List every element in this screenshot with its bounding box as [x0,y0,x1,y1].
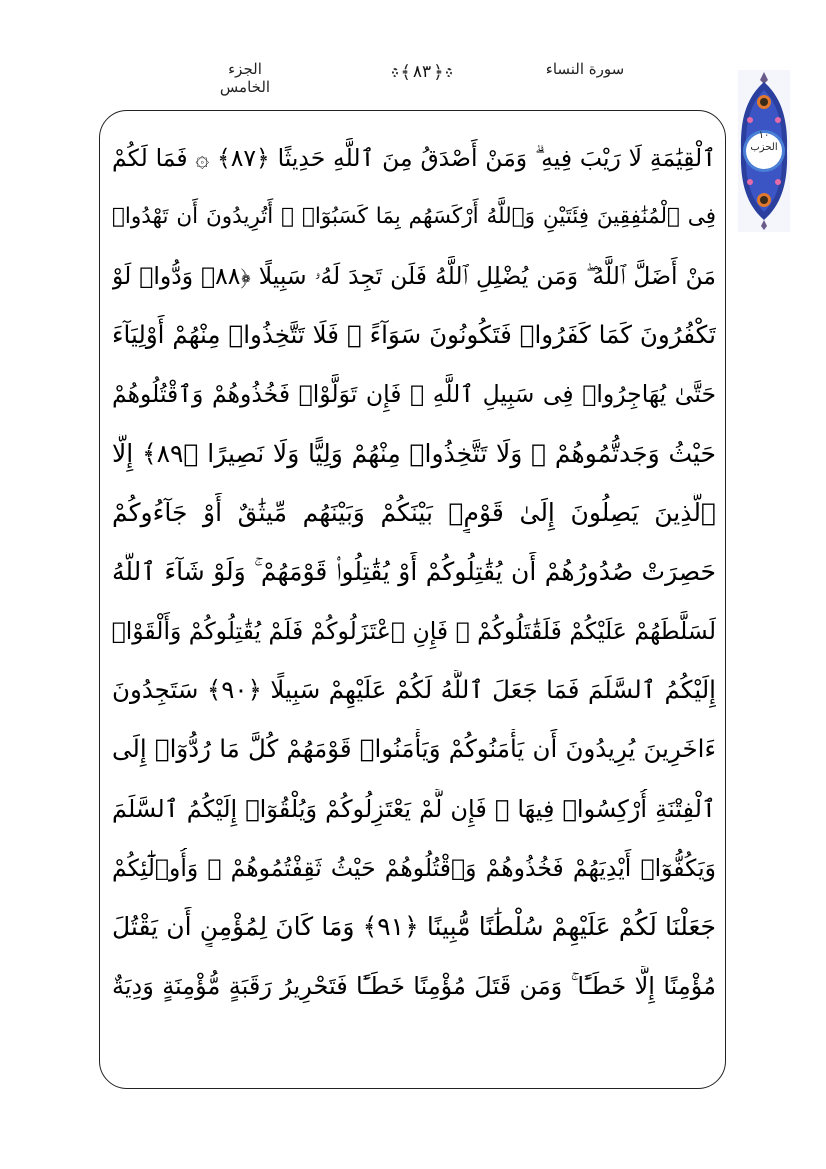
text-line [112,483,716,542]
text-line [112,128,716,187]
text-line [112,542,716,601]
juz-name: الجزء الخامس [219,60,271,96]
line-text: ٱلْفِتْنَةِ أُرْكِسُوا۟ فِيهَا ۚ فَإِن لَّمْ يَعْتَزِلُوكُمْ وَيُلْقُوٓا۟ إِلَيْكُمُ ٱلسَّلَمَ [112,794,716,823]
line-text: إِلَيْكُمُ ٱلسَّلَمَ فَمَا جَعَلَ ٱللَّهُ لَكُمْ عَلَيْهِمْ سَبِيلًا ﴿٩٠﴾ سَتَجِدُونَ [112,675,716,705]
rosette-ornament-icon [392,68,398,77]
text-line [112,720,716,779]
text-line [112,424,716,483]
text-line [112,838,716,897]
text-line [112,661,716,720]
line-text: وَيَكُفُّوٓا۟ أَيْدِيَهُمْ فَخُذُوهُمْ وَٱقْتُلُوهُمْ حَيْثُ ثَقِفْتُمُوهُمْ ۚ وَأُو۟لَٰٓئِكُمْ [112,853,716,882]
text-line [112,365,716,424]
hizb-marker [738,70,790,232]
line-text: ٱلْقِيَٰمَةِ لَا رَيْبَ فِيهِ ۗ وَمَنْ أَصْدَقُ مِنَ ٱللَّهِ حَدِيثًا ﴿٨٧﴾ ۞ فَمَا لَكُمْ [112,143,716,172]
text-line [112,779,716,838]
text-line [112,602,716,661]
page-number-badge [392,58,452,86]
line-text: حَصِرَتْ صُدُورُهُمْ أَن يُقَٰتِلُوكُمْ أَوْ يُقَٰتِلُوا۟ قَوْمَهُمْ ۚ وَلَوْ شَآءَ ٱللَّهُ [112,556,716,586]
surah-name: سورة النساء [545,60,625,78]
page-number: ٨٣ [412,62,432,82]
line-text: مَنْ أَضَلَّ ٱللَّهُ ۖ وَمَن يُضْلِلِ ٱللَّهُ فَلَن تَجِدَ لَهُۥ سَبِيلًا ﴿٨٨﴾ وَدُّوا۟ لَوْ [112,261,716,290]
hizb-label [738,130,790,154]
text-line [112,897,716,956]
hizb-number: ١٠ [758,130,770,141]
text-line [112,246,716,305]
page-header [0,58,826,96]
line-text: مُؤْمِنًا إِلَّا خَطَـًٔا ۚ وَمَن قَتَلَ مُؤْمِنًا خَطَـًٔا فَتَحْرِيرُ رَقَبَةٍ مُّؤْمِنَةٍ وَدِيَةٌ [112,972,716,1001]
line-text: ٱلَّذِينَ يَصِلُونَ إِلَىٰ قَوْمٍۭ بَيْنَكُمْ وَبَيْنَهُم مِّيثَٰقٌ أَوْ جَآءُوكُمْ [112,497,716,527]
page-number-bracket-close: ﴿ [433,61,444,83]
text-line [112,187,716,246]
line-text: تَكْفُرُونَ كَمَا كَفَرُوا۟ فَتَكُونُونَ سَوَآءً ۖ فَلَا تَتَّخِذُوا۟ مِنْهُمْ أَوْلِيَآءَ [112,320,716,350]
hizb-word: الحزب [750,142,778,153]
text-line [112,957,716,1016]
line-text: حَتَّىٰ يُهَاجِرُوا۟ فِى سَبِيلِ ٱللَّهِ ۚ فَإِن تَوَلَّوْا۟ فَخُذُوهُمْ وَٱقْتُلُوهُمْ [112,380,716,409]
text-line [112,306,716,365]
page-number-bracket-open: ﴾ [400,61,411,83]
rosette-ornament-icon [446,68,452,77]
line-text: فِى ٱلْمُنَٰفِقِينَ فِئَتَيْنِ وَٱللَّهُ أَرْكَسَهُم بِمَا كَسَبُوٓا۟ ۚ أَتُرِيدُونَ أَن تَهْدُوا۟ [112,203,716,229]
line-text: ءَاخَرِينَ يُرِيدُونَ أَن يَأْمَنُوكُمْ وَيَأْمَنُوا۟ قَوْمَهُمْ كُلَّ مَا رُدُّوٓا۟ إِلَى [112,734,716,764]
line-text: لَسَلَّطَهُمْ عَلَيْكُمْ فَلَقَٰتَلُوكُمْ ۚ فَإِنِ ٱعْتَزَلُوكُمْ فَلَمْ يُقَٰتِلُوكُمْ وَأَلْقَوْا۟ [112,617,716,646]
quran-text [112,128,716,1078]
line-text: حَيْثُ وَجَدتُّمُوهُمْ ۖ وَلَا تَتَّخِذُوا۟ مِنْهُمْ وَلِيًّا وَلَا نَصِيرًا ﴿٨٩﴾ إِلَّا [112,438,716,468]
line-text: جَعَلْنَا لَكُمْ عَلَيْهِمْ سُلْطَٰنًا مُّبِينًا ﴿٩١﴾ وَمَا كَانَ لِمُؤْمِنٍ أَن يَقْتُلَ [112,912,716,942]
